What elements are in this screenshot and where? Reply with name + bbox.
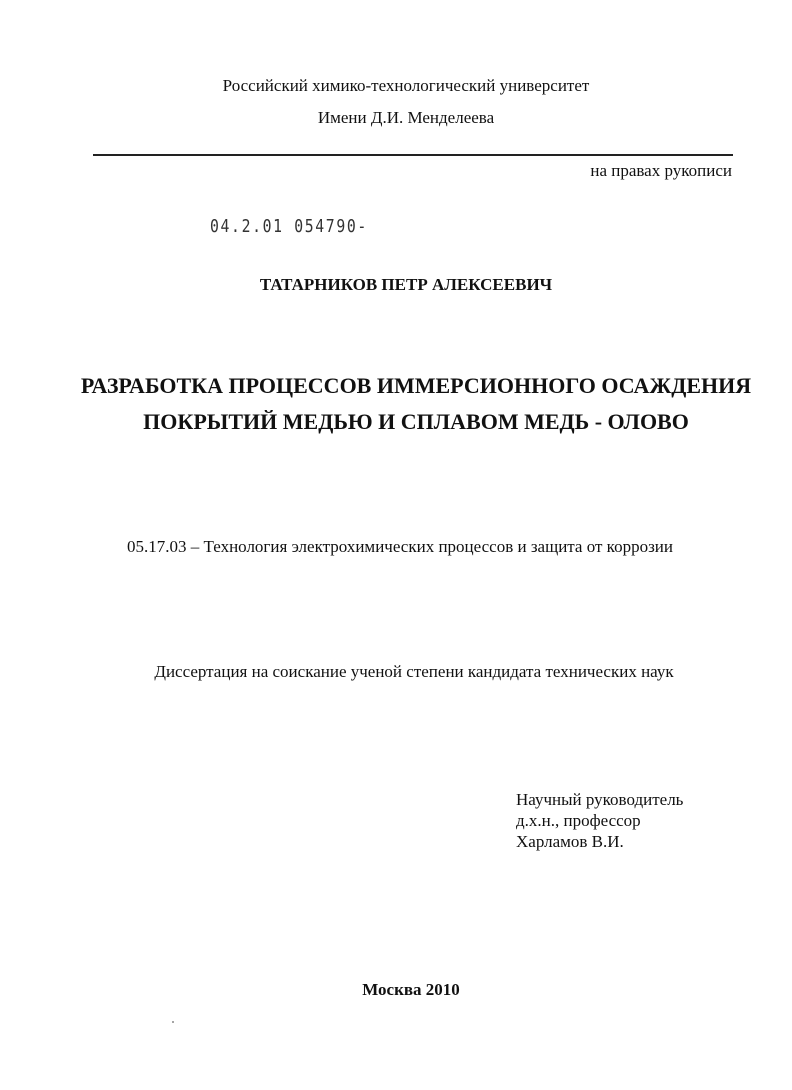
author-name: ТАТАРНИКОВ ПЕТР АЛЕКСЕЕВИЧ [259,275,553,294]
thesis-title-line-1: РАЗРАБОТКА ПРОЦЕССОВ ИММЕРСИОННОГО ОСАЖДЕНИЯ [80,373,752,398]
specialty-code: 05.17.03 – Технология электрохимических процессов и защита от коррозии [127,537,673,556]
university-name: Российский химико-технологический университет [222,76,590,95]
advisor-role: Научный руководитель [516,790,684,809]
header-divider [93,154,733,156]
advisor-name: Харламов В.И. [516,832,624,851]
manuscript-rights-note: на правах рукописи [590,161,732,180]
degree-statement: Диссертация на соискание ученой степени кандидата технических наук [154,662,674,681]
scan-speck [172,1021,174,1023]
advisor-rank: д.х.н., профессор [516,811,641,830]
university-dedication: Имени Д.И. Менделеева [317,108,495,127]
advisor-block [516,789,683,852]
thesis-title [20,368,792,440]
city-year: Москва 2010 [362,980,460,999]
thesis-title-line-2: ПОКРЫТИЙ МЕДЬЮ И СПЛАВОМ МЕДЬ - ОЛОВО [143,409,689,434]
registration-stamp: 04.2.01 054790- [210,216,368,237]
